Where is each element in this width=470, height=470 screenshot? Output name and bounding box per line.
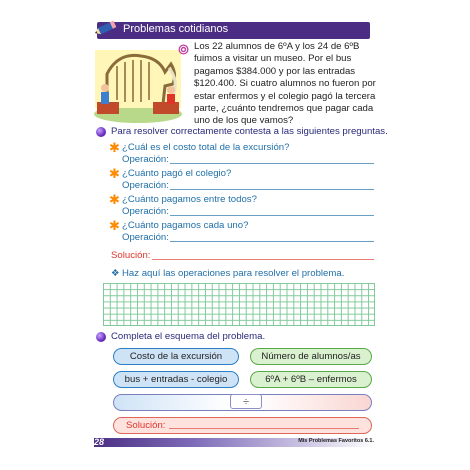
scheme-bus-formula: bus + entradas - colegio: [124, 374, 228, 385]
answer-line-2[interactable]: [170, 189, 374, 190]
scheme-cost-label: Costo de la excursión: [129, 351, 223, 362]
operation-label-3: Operación:: [122, 206, 169, 217]
divide-symbol-box: [230, 394, 262, 409]
scheme-students-formula-box: [250, 371, 372, 388]
star-bullet-icon: ✱: [109, 166, 120, 181]
answer-line-4[interactable]: [170, 241, 374, 242]
operation-label-4: Operación:: [122, 232, 169, 243]
instruction-complete-scheme: Completa el esquema del problema.: [111, 331, 266, 342]
answer-line-3[interactable]: [170, 215, 374, 216]
divide-icon: ÷: [242, 395, 250, 408]
star-bullet-icon: ✱: [109, 218, 120, 233]
instruction-answer-questions: Para resolver correctamente contesta a las siguientes preguntas.: [111, 126, 388, 137]
scheme-solution-line: [169, 428, 359, 429]
question-2: ¿Cuánto pagó el colegio?: [122, 168, 232, 179]
diamond-bullet-icon: ❖: [111, 268, 120, 279]
museum-skeleton-illustration: [93, 44, 183, 124]
spiral-bullet-icon: [178, 44, 189, 55]
scheme-solution-label: Solución:: [126, 420, 166, 431]
scheme-bus-formula-box: [113, 371, 239, 388]
section-title: Problemas cotidianos: [123, 23, 229, 35]
scheme-cost-box: [113, 348, 239, 365]
scheme-students-label: Número de alumnos/as: [261, 351, 361, 362]
operation-label-2: Operación:: [122, 180, 169, 191]
sphere-bullet-icon: [96, 127, 106, 137]
sphere-bullet-icon: [96, 332, 106, 342]
scheme-students-formula: 6ºA + 6ºB – enfermos: [265, 374, 357, 385]
star-bullet-icon: ✱: [109, 192, 120, 207]
operations-grid[interactable]: [103, 283, 375, 326]
solution-line[interactable]: [152, 259, 374, 260]
question-4: ¿Cuánto pagamos cada uno?: [122, 220, 249, 231]
page-number: 28: [94, 437, 105, 447]
book-title: Mis Problemas Favoritos 6.1.: [298, 438, 374, 444]
star-bullet-icon: ✱: [109, 140, 120, 155]
question-3: ¿Cuánto pagamos entre todos?: [122, 194, 257, 205]
solution-label: Solución:: [111, 250, 151, 261]
scheme-students-box: [250, 348, 372, 365]
instruction-do-operations: Haz aquí las operaciones para resolver el problema.: [122, 268, 345, 279]
section-title-bar: [97, 22, 370, 39]
scheme-solution-box[interactable]: [113, 417, 372, 434]
answer-line-1[interactable]: [170, 163, 374, 164]
operation-label-1: Operación:: [122, 154, 169, 165]
question-1: ¿Cuál es el costo total de la excursión?: [122, 142, 290, 153]
problem-statement: Los 22 alumnos de 6ºA y los 24 de 6ºB fuimos a visitar un museo. Por el bus pagamos $384.000 y por las entradas $120.400. Si cuatro alumnos no fueron por estar enfermos y el colegio pagó la tercera parte, ¿cuánto tendremos que pagar cada uno de los que vamos?: [194, 41, 376, 127]
